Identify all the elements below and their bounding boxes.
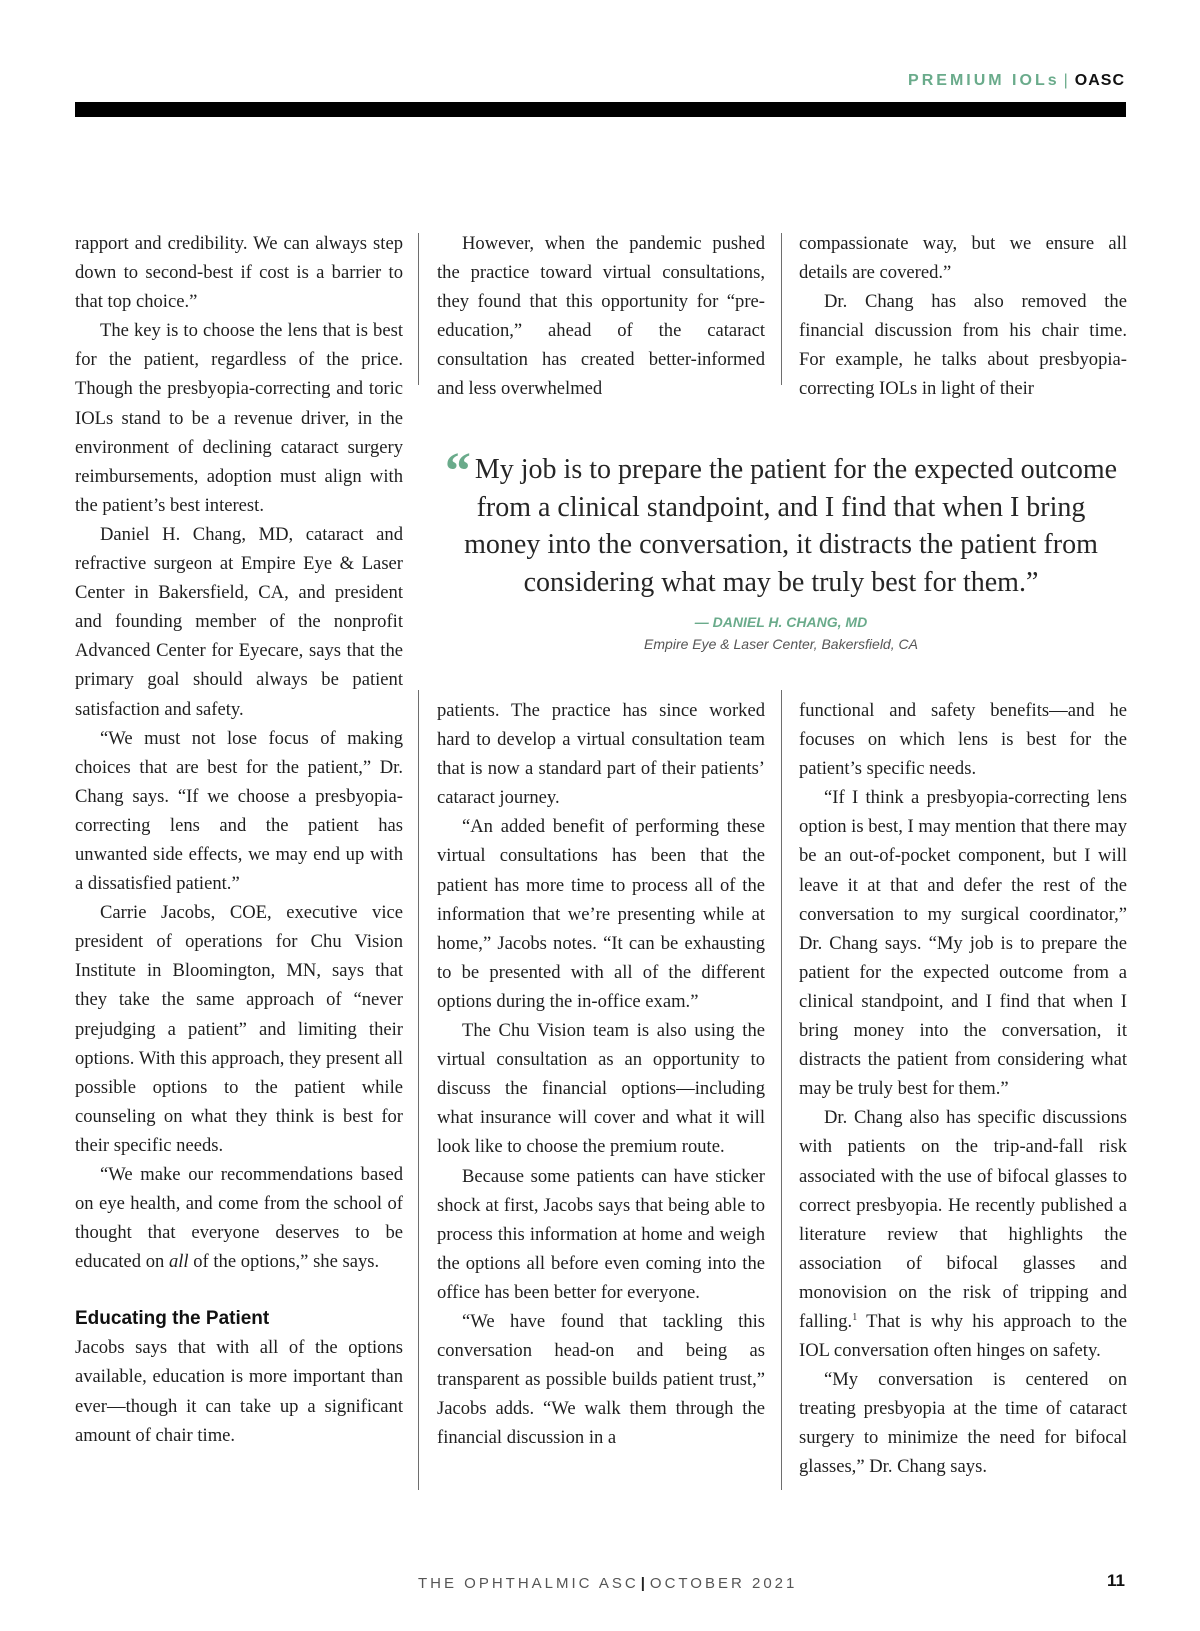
column-divider [418,690,419,1490]
column-2-bottom [437,696,765,1452]
column-3-bottom [799,696,1127,1482]
magazine-name: THE OPHTHALMIC ASC [418,1575,639,1592]
column-2-top [437,229,765,404]
quote-mark-icon: “ [444,443,471,500]
issue-date: OCTOBER 2021 [649,1575,798,1592]
paragraph: Carrie Jacobs, COE, executive vice president of operations for Chu Vision Institute in Bloomington, MN, says that they take the same approach of “never prejudging a patient” and limiting their options. With this approach, they present all possible options to the patient while counseling on what they think is best for their specific needs. [75,902,403,1156]
paragraph-text: of the options,” she says. [188,1251,380,1273]
header-separator: | [1063,72,1071,89]
column-3-top [799,229,1127,404]
paragraph [75,1160,403,1276]
running-header [908,72,1125,90]
paragraph: The key is to choose the lens that is best for the patient, regardless of the price. Though the presbyopia-correcting and toric IOLs stand to be a revenue driver, in the environment of declining cataract surgery reimbursements, adoption must align with the patient’s best interest. [75,320,403,516]
paragraph: The Chu Vision team is also using the virtual consultation as an opportunity to discuss the financial options—including what insurance will cover and what it will look like to choose the premium route. [437,1020,765,1158]
pull-quote-attribution: — DANIEL H. CHANG, MD [694,614,868,630]
paragraph-text: That is why his approach to the IOL conversation often hinges on safety. [799,1310,1127,1362]
section-label: PREMIUM IOLs [908,72,1060,89]
reference-superscript: 1 [852,1311,858,1323]
pull-quote-affiliation: Empire Eye & Laser Center, Bakersfield, CA [644,636,918,652]
paragraph: rapport and credibility. We can always step down to second-best if cost is a barrier to that top choice.” [75,233,403,313]
paragraph: “An added benefit of performing these virtual consultations has been that the patient has more time to process all of the information that we’re presenting while at home,” Jacobs notes. “It can be exhausting to be presented with all of the different options during the in-office exam.” [437,816,765,1012]
column-divider [418,233,419,385]
paragraph: Daniel H. Chang, MD, cataract and refractive surgeon at Empire Eye & Laser Center in Bakersfield, CA, and president and founding member of the nonprofit Advanced Center for Eyecare, says that the primary goal should always be patient satisfaction and safety. [75,523,403,720]
emphasis-text: all [168,1251,189,1273]
header-rule [75,102,1126,117]
publication-label: OASC [1074,72,1125,89]
paragraph: Because some patients can have sticker shock at first, Jacobs says that being able to process this information at home and weigh the options all before even coming into the office has been better for everyone. [437,1165,765,1303]
column-divider [781,690,782,1490]
column-1 [75,229,403,1450]
pull-quote-text: My job is to prepare the patient for the expected outcome from a clinical standpoint, and I find that when I bring money into the conversation, it distracts the patient from considering what may be truly best for them.” [464,454,1118,598]
paragraph: functional and safety benefits—and he focuses on which lens is best for the patient’s specific needs. [799,700,1127,780]
paragraph: Jacobs says that with all of the options available, education is more important than ever—though it can take up a significant amount of chair time. [75,1337,403,1446]
paragraph-text: “We make our recommendations based on eye health, and come from the school of thought that everyone deserves to be educated on [75,1164,403,1273]
pull-quote [440,443,1122,601]
footer-separator: | [640,1575,648,1592]
column-divider [781,233,782,385]
paragraph: compassionate way, but we ensure all details are covered.” [799,233,1127,284]
paragraph-text: Dr. Chang also has specific discussions with patients on the trip-and-fall risk associated with the use of bifocal glasses to correct presbyopia. He recently published a literature review that highlights the association of bifocal glasses and monovision on the risk of tripping and falling. [799,1107,1127,1332]
paragraph: Dr. Chang has also removed the financial discussion from his chair time. For example, he talks about presbyopia-correcting IOLs in light of their [799,291,1127,400]
paragraph: patients. The practice has since worked hard to develop a virtual consultation team that is now a standard part of their patients’ cataract journey. [437,700,765,809]
running-footer [418,1575,797,1592]
paragraph: “We have found that tackling this conversation head-on and being as transparent as possible builds patient trust,” Jacobs adds. “We walk them through the financial discussion in a [437,1310,765,1449]
page-number: 11 [1107,1571,1125,1590]
subheading: Educating the Patient [75,1308,270,1330]
paragraph: “We must not lose focus of making choices that are best for the patient,” Dr. Chang says. “If we choose a presbyopia-correcting lens and the patient has unwanted side effects, we may end up with a dissatisfied patient.” [75,727,403,895]
paragraph: “My conversation is centered on treating presbyopia at the time of cataract surgery to minimize the need for bifocal glasses,” Dr. Chang says. [799,1369,1127,1478]
paragraph [799,1103,1127,1365]
paragraph: However, when the pandemic pushed the practice toward virtual consultations, they found that this opportunity for “pre-education,” ahead of the cataract consultation has created better-informed and less overwhelmed [437,233,765,400]
paragraph: “If I think a presbyopia-correcting lens option is best, I may mention that there may be an out-of-pocket component, but I will leave it at that and defer the rest of the conversation to my surgical coordinator,” Dr. Chang says. “My job is to prepare the patient for the expected outcome from a clinical standpoint, and I find that when I bring money into the conversation, it distracts the patient from considering what may be truly best for them.” [799,787,1127,1100]
